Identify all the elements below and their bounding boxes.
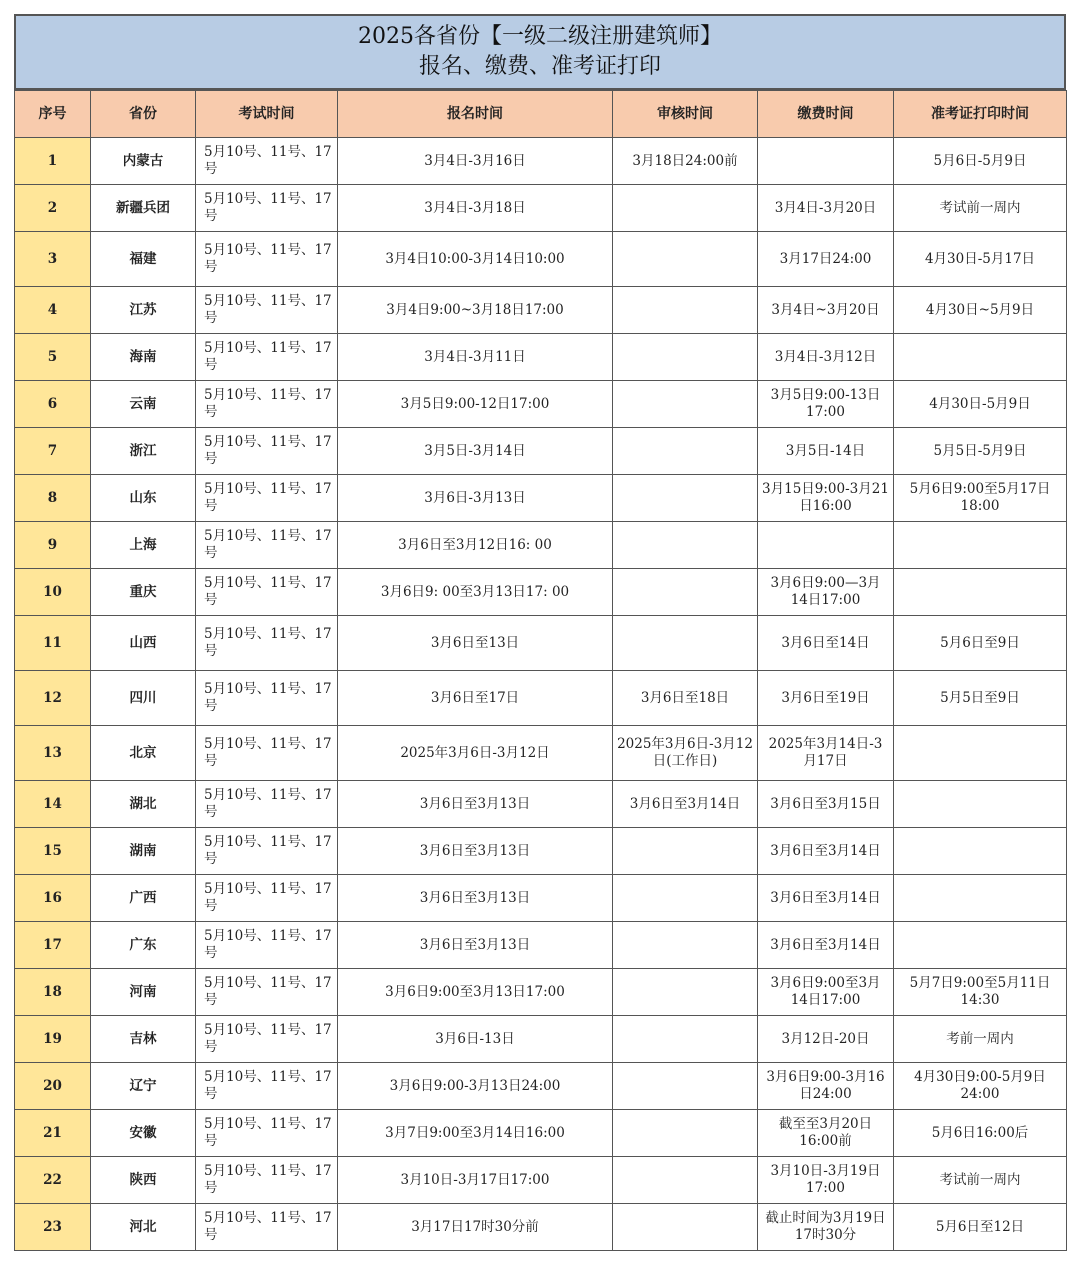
review-time-cell [613,428,758,475]
register-time-cell: 3月4日-3月16日 [338,138,613,185]
register-time-cell: 3月6日至3月13日 [338,875,613,922]
review-time-cell [613,1204,758,1251]
table-row [15,726,1067,781]
payment-time-cell: 3月4日-3月20日 [758,185,894,232]
payment-time-cell: 3月4日~3月20日 [758,287,894,334]
payment-time-cell: 3月10日-3月19日17:00 [758,1157,894,1204]
payment-time-cell: 3月6日至3月15日 [758,781,894,828]
header-row [15,91,1067,138]
exam-time-cell: 5月10号、11号、17号 [196,381,338,428]
exam-time-cell: 5月10号、11号、17号 [196,875,338,922]
province-cell: 湖北 [91,781,196,828]
payment-time-cell: 3月17日24:00 [758,232,894,287]
review-time-cell [613,1063,758,1110]
table-row [15,616,1067,671]
exam-time-cell: 5月10号、11号、17号 [196,334,338,381]
ticket-time-cell [894,922,1067,969]
exam-time-cell: 5月10号、11号、17号 [196,138,338,185]
exam-time-cell: 5月10号、11号、17号 [196,726,338,781]
row-number: 7 [15,428,91,475]
register-time-cell: 3月6日至3月13日 [338,828,613,875]
province-cell: 河北 [91,1204,196,1251]
review-time-cell [613,522,758,569]
table-row [15,334,1067,381]
register-time-cell: 3月17日17时30分前 [338,1204,613,1251]
exam-time-cell: 5月10号、11号、17号 [196,922,338,969]
table-row [15,1204,1067,1251]
row-number: 19 [15,1016,91,1063]
province-cell: 四川 [91,671,196,726]
header-review-time: 审核时间 [613,91,758,138]
ticket-time-cell: 考试前一周内 [894,185,1067,232]
province-cell: 上海 [91,522,196,569]
table-row [15,569,1067,616]
province-cell: 福建 [91,232,196,287]
ticket-time-cell: 5月6日至12日 [894,1204,1067,1251]
row-number: 15 [15,828,91,875]
register-time-cell: 3月6日至3月12日16: 00 [338,522,613,569]
exam-time-cell: 5月10号、11号、17号 [196,185,338,232]
province-cell: 海南 [91,334,196,381]
ticket-time-cell: 5月5日至9日 [894,671,1067,726]
schedule-table [14,90,1067,1251]
row-number: 16 [15,875,91,922]
payment-time-cell: 截至至3月20日16:00前 [758,1110,894,1157]
ticket-time-cell [894,522,1067,569]
row-number: 18 [15,969,91,1016]
payment-time-cell: 3月6日9:00—3月14日17:00 [758,569,894,616]
exam-time-cell: 5月10号、11号、17号 [196,1063,338,1110]
table-row [15,522,1067,569]
ticket-time-cell: 5月7日9:00至5月11日14:30 [894,969,1067,1016]
review-time-cell [613,616,758,671]
sheet-title [14,14,1066,90]
province-cell: 安徽 [91,1110,196,1157]
ticket-time-cell: 4月30日-5月17日 [894,232,1067,287]
register-time-cell: 3月4日9:00~3月18日17:00 [338,287,613,334]
table-row [15,138,1067,185]
register-time-cell: 3月4日-3月18日 [338,185,613,232]
ticket-time-cell [894,726,1067,781]
ticket-time-cell: 考试前一周内 [894,1157,1067,1204]
ticket-time-cell [894,781,1067,828]
register-time-cell: 3月4日-3月11日 [338,334,613,381]
table-row [15,1110,1067,1157]
ticket-time-cell: 5月5日-5月9日 [894,428,1067,475]
register-time-cell: 3月7日9:00至3月14日16:00 [338,1110,613,1157]
title-line-2: 报名、缴费、准考证打印 [418,54,661,79]
row-number: 3 [15,232,91,287]
row-number: 11 [15,616,91,671]
table-row [15,875,1067,922]
ticket-time-cell: 4月30日~5月9日 [894,287,1067,334]
exam-time-cell: 5月10号、11号、17号 [196,1110,338,1157]
province-cell: 山西 [91,616,196,671]
review-time-cell [613,1157,758,1204]
payment-time-cell: 3月15日9:00-3月21日16:00 [758,475,894,522]
exam-time-cell: 5月10号、11号、17号 [196,287,338,334]
row-number: 13 [15,726,91,781]
review-time-cell [613,185,758,232]
review-time-cell [613,569,758,616]
exam-time-cell: 5月10号、11号、17号 [196,1016,338,1063]
review-time-cell [613,875,758,922]
register-time-cell: 3月6日至17日 [338,671,613,726]
header-province: 省份 [91,91,196,138]
payment-time-cell: 3月6日至14日 [758,616,894,671]
exam-time-cell: 5月10号、11号、17号 [196,475,338,522]
row-number: 22 [15,1157,91,1204]
register-time-cell: 3月6日9:00-3月13日24:00 [338,1063,613,1110]
province-cell: 江苏 [91,287,196,334]
ticket-time-cell: 5月6日9:00至5月17日18:00 [894,475,1067,522]
ticket-time-cell: 5月6日至9日 [894,616,1067,671]
register-time-cell: 3月10日-3月17日17:00 [338,1157,613,1204]
register-time-cell: 3月6日-13日 [338,1016,613,1063]
ticket-time-cell: 4月30日-5月9日 [894,381,1067,428]
exam-time-cell: 5月10号、11号、17号 [196,969,338,1016]
province-cell: 广东 [91,922,196,969]
row-number: 5 [15,334,91,381]
title-line-1: 2025各省份【一级二级注册建筑师】 [358,24,722,49]
payment-time-cell: 3月4日-3月12日 [758,334,894,381]
row-number: 4 [15,287,91,334]
exam-time-cell: 5月10号、11号、17号 [196,671,338,726]
payment-time-cell: 3月6日至3月14日 [758,828,894,875]
table-row [15,1063,1067,1110]
table-row [15,671,1067,726]
exam-time-cell: 5月10号、11号、17号 [196,232,338,287]
register-time-cell: 3月6日-3月13日 [338,475,613,522]
review-time-cell [613,287,758,334]
review-time-cell [613,381,758,428]
ticket-time-cell: 5月6日-5月9日 [894,138,1067,185]
header-register-time: 报名时间 [338,91,613,138]
ticket-time-cell [894,828,1067,875]
row-number: 10 [15,569,91,616]
payment-time-cell: 截止时间为3月19日17时30分 [758,1204,894,1251]
row-number: 23 [15,1204,91,1251]
table-row [15,287,1067,334]
review-time-cell: 3月6日至18日 [613,671,758,726]
province-cell: 辽宁 [91,1063,196,1110]
payment-time-cell: 3月6日9:00至3月14日17:00 [758,969,894,1016]
province-cell: 陕西 [91,1157,196,1204]
payment-time-cell: 3月6日9:00-3月16日24:00 [758,1063,894,1110]
table-row [15,781,1067,828]
table-row [15,428,1067,475]
province-cell: 河南 [91,969,196,1016]
exam-time-cell: 5月10号、11号、17号 [196,781,338,828]
row-number: 2 [15,185,91,232]
payment-time-cell: 3月6日至19日 [758,671,894,726]
review-time-cell [613,1016,758,1063]
register-time-cell: 3月5日9:00-12日17:00 [338,381,613,428]
header-no: 序号 [15,91,91,138]
ticket-time-cell [894,334,1067,381]
province-cell: 云南 [91,381,196,428]
ticket-time-cell [894,569,1067,616]
table-row [15,828,1067,875]
row-number: 9 [15,522,91,569]
row-number: 6 [15,381,91,428]
register-time-cell: 3月5日-3月14日 [338,428,613,475]
register-time-cell: 3月6日至3月13日 [338,922,613,969]
table-row [15,1016,1067,1063]
province-cell: 湖南 [91,828,196,875]
review-time-cell [613,1110,758,1157]
payment-time-cell: 3月5日9:00-13日17:00 [758,381,894,428]
table-body [15,138,1067,1251]
review-time-cell [613,475,758,522]
row-number: 12 [15,671,91,726]
payment-time-cell [758,522,894,569]
register-time-cell: 3月6日9: 00至3月13日17: 00 [338,569,613,616]
register-time-cell: 3月6日至13日 [338,616,613,671]
exam-time-cell: 5月10号、11号、17号 [196,828,338,875]
payment-time-cell: 3月6日至3月14日 [758,875,894,922]
review-time-cell [613,334,758,381]
row-number: 20 [15,1063,91,1110]
row-number: 8 [15,475,91,522]
exam-schedule-sheet [14,14,1066,1251]
table-row [15,185,1067,232]
table-row [15,969,1067,1016]
ticket-time-cell: 考前一周内 [894,1016,1067,1063]
review-time-cell [613,969,758,1016]
province-cell: 广西 [91,875,196,922]
register-time-cell: 3月6日至3月13日 [338,781,613,828]
review-time-cell [613,828,758,875]
payment-time-cell: 3月6日至3月14日 [758,922,894,969]
row-number: 21 [15,1110,91,1157]
table-row [15,475,1067,522]
row-number: 1 [15,138,91,185]
review-time-cell [613,232,758,287]
review-time-cell: 3月18日24:00前 [613,138,758,185]
ticket-time-cell [894,875,1067,922]
ticket-time-cell: 5月6日16:00后 [894,1110,1067,1157]
payment-time-cell: 3月12日-20日 [758,1016,894,1063]
exam-time-cell: 5月10号、11号、17号 [196,569,338,616]
header-ticket-time: 准考证打印时间 [894,91,1067,138]
table-row [15,922,1067,969]
table-row [15,232,1067,287]
province-cell: 新疆兵团 [91,185,196,232]
province-cell: 浙江 [91,428,196,475]
exam-time-cell: 5月10号、11号、17号 [196,1204,338,1251]
exam-time-cell: 5月10号、11号、17号 [196,522,338,569]
payment-time-cell [758,138,894,185]
register-time-cell: 3月4日10:00-3月14日10:00 [338,232,613,287]
review-time-cell: 3月6日至3月14日 [613,781,758,828]
payment-time-cell: 2025年3月14日-3月17日 [758,726,894,781]
table-row [15,381,1067,428]
exam-time-cell: 5月10号、11号、17号 [196,616,338,671]
ticket-time-cell: 4月30日9:00-5月9日24:00 [894,1063,1067,1110]
review-time-cell: 2025年3月6日-3月12日(工作日) [613,726,758,781]
header-exam-time: 考试时间 [196,91,338,138]
row-number: 14 [15,781,91,828]
exam-time-cell: 5月10号、11号、17号 [196,428,338,475]
row-number: 17 [15,922,91,969]
register-time-cell: 2025年3月6日-3月12日 [338,726,613,781]
province-cell: 北京 [91,726,196,781]
table-row [15,1157,1067,1204]
province-cell: 内蒙古 [91,138,196,185]
payment-time-cell: 3月5日-14日 [758,428,894,475]
province-cell: 重庆 [91,569,196,616]
province-cell: 吉林 [91,1016,196,1063]
exam-time-cell: 5月10号、11号、17号 [196,1157,338,1204]
province-cell: 山东 [91,475,196,522]
register-time-cell: 3月6日9:00至3月13日17:00 [338,969,613,1016]
review-time-cell [613,922,758,969]
header-payment-time: 缴费时间 [758,91,894,138]
